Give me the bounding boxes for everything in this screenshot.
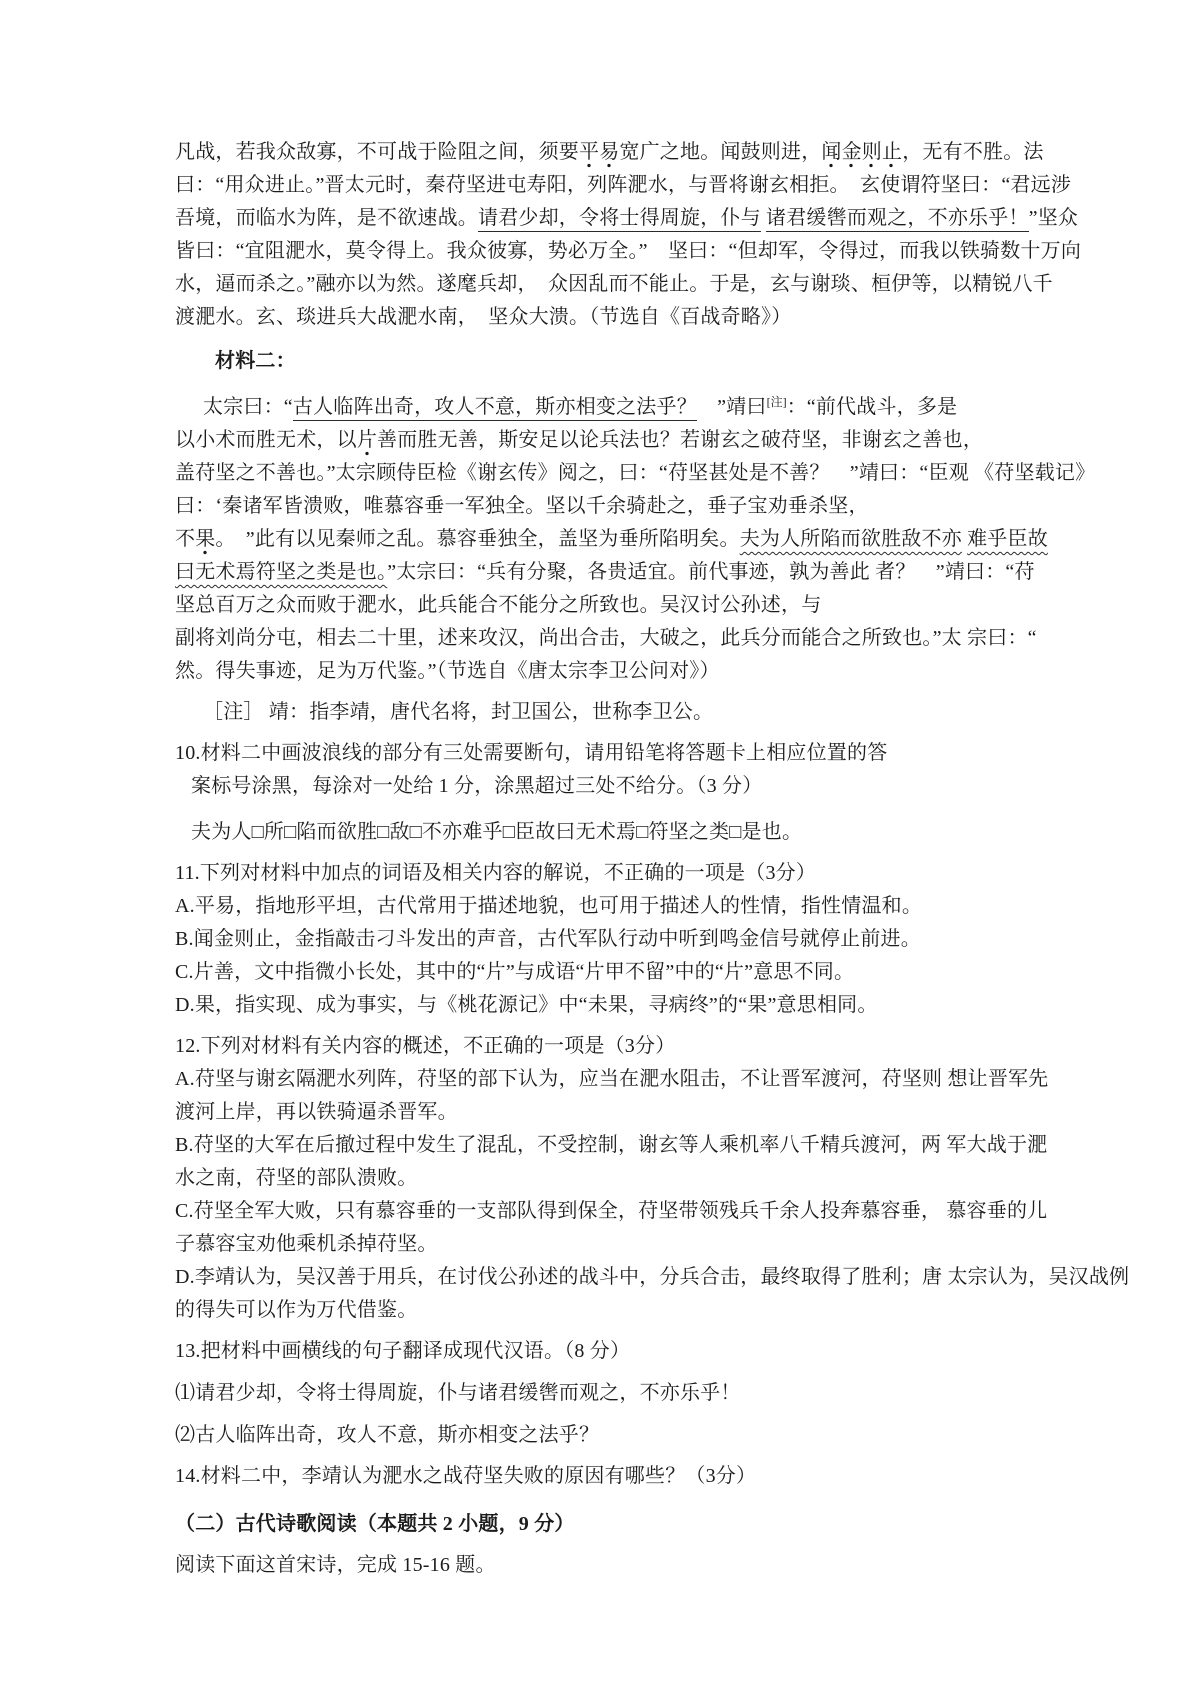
material-two-passage <box>175 386 1096 688</box>
text-segment: 太宗曰：“ <box>203 396 293 418</box>
text-segment: D.果，指实现、成为事实，与《桃花源记》中“未果，寻病终”的“果”意思相同。 <box>175 994 878 1016</box>
underlined-text: 古人临阵出奇，攻人不意，斯亦相变之法乎？ <box>293 396 697 421</box>
text-segment: 材料二： <box>215 350 296 372</box>
emphasis-dotted-text: 平易 <box>579 141 619 168</box>
text-line <box>175 1377 1050 1410</box>
emphasis-dotted-text: 片 <box>357 429 377 456</box>
text-line <box>175 737 1050 770</box>
text-segment: 案标号涂黑，每涂对一处给 1 分，涂黑超过三处不给分。（3 分） <box>191 775 763 797</box>
text-line <box>175 1508 1050 1541</box>
footnote <box>175 696 1050 729</box>
text-line <box>175 1030 1050 1063</box>
text-segment: 皆曰：“宜阻淝水，莫令得上。我众彼寡，势必万全。” 坚曰：“但却军，令得过，而我以铁骑数十万向 <box>175 240 1082 262</box>
text-segment: 坚总百万之众而败于淝水，此兵能合不能分之所致也。吴汉讨公孙述，与 <box>175 594 822 616</box>
question-13-item-1 <box>175 1377 1050 1410</box>
text-line <box>175 1195 1050 1228</box>
superscript-note-ref: [注] <box>766 395 787 409</box>
material-one-passage <box>175 136 1082 334</box>
question-13 <box>175 1335 1050 1368</box>
wavy-underlined-text: 夫为人所陷而欲胜敌不亦 <box>739 528 962 550</box>
underlined-text: 请君少却，令将士得周旋，仆与 <box>478 207 761 232</box>
text-segment: ⑴请君少却，令将士得周旋，仆与诸君缓辔而观之，不亦乐乎！ <box>175 1382 741 1404</box>
text-line <box>175 956 1050 989</box>
text-segment: D.李靖认为，吴汉善于用兵，在讨伐公孙述的战斗中，分兵合击，最终取得了胜利；唐 太宗认为，吴汉战例 <box>175 1266 1130 1288</box>
text-line <box>175 556 1050 589</box>
text-segment: 盖苻坚之不善也。”太宗顾侍臣检《谢玄传》阅之，曰：“苻坚甚处是不善？ ”靖曰：“臣观 《苻坚载记》 <box>175 462 1096 484</box>
text-segment: 14.材料二中，李靖认为淝水之战苻坚失败的原因有哪些？（3分） <box>175 1465 757 1487</box>
text-line <box>175 1096 1050 1129</box>
text-line <box>175 1162 1050 1195</box>
text-segment: 阅读下面这首宋诗，完成 15-16 题。 <box>175 1554 496 1576</box>
text-segment: ”靖曰 <box>696 396 767 418</box>
question-10-answer-boxes-line <box>175 816 1050 849</box>
text-line <box>175 622 1050 655</box>
text-segment: 善而胜无善，斯安足以论兵法也？若谢玄之破苻坚，非谢玄之善也， <box>377 429 984 451</box>
text-line <box>175 136 1050 169</box>
text-segment: 12.下列对材料有关内容的概述，不正确的一项是（3分） <box>175 1035 676 1057</box>
question-11 <box>175 857 1050 1022</box>
text-line <box>175 169 1072 202</box>
text-segment: 。 ”此有以见秦师之乱。慕容垂独全，盖坚为垂所陷明矣。 <box>215 528 740 550</box>
text-segment: 夫为人□所□陷而欲胜□敌□不亦难乎□臣故曰无术焉□符坚之类□是也。 <box>191 821 803 843</box>
text-line <box>175 386 1050 424</box>
text-segment: ：“前代战斗，多是 <box>786 396 958 418</box>
text-segment: 11.下列对材料中加点的词语及相关内容的解说，不正确的一项是（3分） <box>175 862 817 884</box>
text-segment: B.闻金则止，金指敲击刁斗发出的声音，古代军队行动中听到鸣金信号就停止前进。 <box>175 928 921 950</box>
text-line <box>175 424 1050 457</box>
text-segment: 以小术而胜无术，以 <box>175 429 357 451</box>
text-line <box>175 1228 1050 1261</box>
text-segment: （二）古代诗歌阅读（本题共 2 小题，9 分） <box>175 1513 575 1535</box>
text-segment: ⑵古人临阵出奇，攻人不意，斯亦相变之法乎？ <box>175 1424 600 1446</box>
text-segment: 副将刘尚分屯，相去二十里，述来攻汉，尚出合击，大破之，此兵分而能合之所致也。”太 宗曰：“ <box>175 627 1037 649</box>
text-segment: 子慕容宝劝他乘机杀掉苻坚。 <box>175 1233 438 1255</box>
text-line <box>175 770 1050 803</box>
text-segment: 曰：‘秦诸军皆溃败，唯慕容垂一军独全。坚以千余骑赴之，垂子宝劝垂杀坚， <box>175 495 869 517</box>
question-10 <box>175 737 1050 803</box>
text-line <box>175 268 1053 301</box>
document-body <box>175 136 1130 1582</box>
text-line <box>175 202 1079 235</box>
emphasis-dotted-text: 果 <box>195 528 215 555</box>
question-12 <box>175 1030 1130 1327</box>
text-line <box>175 1460 1050 1493</box>
text-line <box>175 1419 1050 1452</box>
text-line <box>175 1294 1050 1327</box>
text-segment: B.苻坚的大军在后撤过程中发生了混乱，不受控制，谢玄等人乘机率八千精兵渡河，两 军大战于淝 <box>175 1134 1048 1156</box>
text-segment: 宽广之地。闻鼓则进， <box>619 141 822 163</box>
text-segment: 不 <box>175 528 196 550</box>
text-line <box>175 816 1050 849</box>
text-line <box>175 857 1050 890</box>
text-line <box>175 523 1050 556</box>
underlined-text: 诸君缓辔而观之，不亦乐乎！ <box>766 207 1029 232</box>
text-segment: ［注］ 靖：指李靖，唐代名将，封卫国公，世称李卫公。 <box>203 701 714 723</box>
text-segment: 13.把材料中画横线的句子翻译成现代汉语。（8 分） <box>175 1340 631 1362</box>
text-line <box>175 589 1050 622</box>
text-segment: 水，逼而杀之。”融亦以为然。遂麾兵却， 众因乱而不能止。于是，玄与谢琰、桓伊等，以精锐八千 <box>175 273 1053 295</box>
text-segment: 曰：“用众进止。”晋太元时，秦苻坚进屯寿阳，列阵淝水，与晋将谢玄相拒。 玄使谓符坚曰：“君远涉 <box>175 174 1072 196</box>
text-line <box>175 457 1096 490</box>
text-segment: 渡淝水。玄、琰进兵大战淝水南， 坚众大溃。（节选自《百战奇略》） <box>175 306 792 328</box>
question-13-item-2 <box>175 1419 1050 1452</box>
text-segment: 的得失可以作为万代借鉴。 <box>175 1299 418 1321</box>
text-segment: 吾境，而临水为阵，是不欲速战。 <box>175 207 478 229</box>
text-segment: ”太宗曰：“兵有分聚，各贵适宜。前代事迹，孰为善此 者？ ”靖曰：“苻 <box>387 561 1035 583</box>
section-two-intro <box>175 1549 1050 1582</box>
text-line <box>175 490 1050 523</box>
text-line <box>175 1549 1050 1582</box>
text-segment: 水之南，苻坚的部队溃败。 <box>175 1167 418 1189</box>
text-segment: C.片善，文中指微小长处，其中的“片”与成语“片甲不留”中的“片”意思不同。 <box>175 961 855 983</box>
text-segment: C.苻坚全军大败，只有慕容垂的一支部队得到保全，苻坚带领残兵千余人投奔慕容垂， 慕容垂的儿 <box>175 1200 1048 1222</box>
text-line <box>175 1261 1130 1294</box>
text-line <box>175 923 1050 956</box>
text-line <box>175 301 1050 334</box>
text-segment: ，无有不胜。法 <box>902 141 1044 163</box>
question-14 <box>175 1460 1050 1493</box>
emphasis-dotted-text: 闻金则止 <box>821 141 902 168</box>
text-segment: A.苻坚与谢玄隔淝水列阵，苻坚的部下认为，应当在淝水阻击，不让晋军渡河，苻坚则 想让晋军先 <box>175 1068 1049 1090</box>
material-two-heading <box>175 345 1050 378</box>
text-line <box>175 235 1082 268</box>
text-line <box>175 1063 1050 1096</box>
text-line <box>175 1129 1050 1162</box>
text-line <box>175 655 1050 688</box>
text-line <box>175 345 1050 378</box>
text-line <box>175 989 1050 1022</box>
text-segment: 渡河上岸，再以铁骑逼杀晋军。 <box>175 1101 458 1123</box>
text-segment: 10.材料二中画波浪线的部分有三处需要断句，请用铅笔将答题卡上相应位置的答 <box>175 742 888 764</box>
text-segment: ”坚众 <box>1028 207 1079 229</box>
text-segment: 凡战，若我众敌寡，不可战于险阻之间，须要 <box>175 141 579 163</box>
wavy-underlined-text: 曰无术焉符坚之类是也。 <box>175 561 388 583</box>
wavy-underlined-text: 难乎臣故 <box>967 528 1048 550</box>
text-segment: A.平易，指地形平坦，古代常用于描述地貌，也可用于描述人的性情，指性情温和。 <box>175 895 923 917</box>
text-segment: 然。得失事迹，足为万代鉴。”（节选自《唐太宗李卫公问对》） <box>175 660 720 682</box>
text-line <box>175 1335 1050 1368</box>
section-two-heading <box>175 1508 1050 1541</box>
text-line <box>175 890 1050 923</box>
text-line <box>175 696 1050 729</box>
